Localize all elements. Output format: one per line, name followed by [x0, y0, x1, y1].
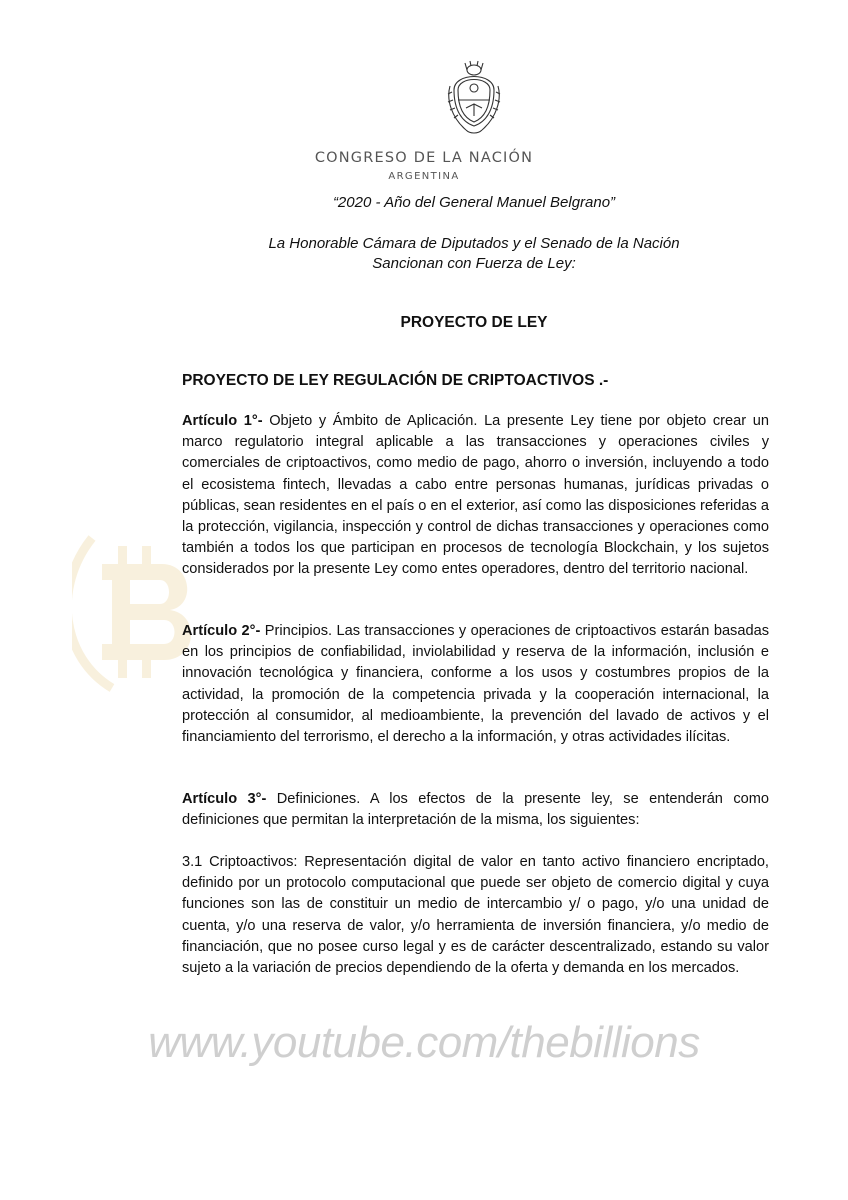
article-3-label: Artículo 3°- — [182, 791, 267, 807]
year-motto: “2020 - Año del General Manuel Belgrano” — [332, 194, 616, 211]
youtube-watermark: www.youtube.com/thebillions — [148, 1018, 700, 1067]
article-1 — [182, 411, 769, 581]
project-title: PROYECTO DE LEY — [400, 314, 548, 331]
article-2-label: Artículo 2°- — [182, 623, 261, 639]
article-2 — [182, 621, 769, 748]
preamble-line-1: La Honorable Cámara de Diputados y el Senado de la Nación — [268, 235, 680, 252]
article-1-label: Artículo 1°- — [182, 413, 263, 429]
coat-of-arms-icon — [444, 60, 504, 138]
bill-title: PROYECTO DE LEY REGULACIÓN DE CRIPTOACTIVOS .- — [182, 372, 609, 389]
definition-3-1: 3.1 Criptoactivos: Representación digital de valor en tanto activo financiero encriptado, definido por un protocolo computacional que puede ser objeto de comercio digital y cuya funciones son las de constituir un medio de intercambio y/ o pago, y/o una unidad de cuenta, y/o una reserva de valor, y/o herramienta de inversión financiera, y/o medio de financiación, que no posee curso legal y es de carácter descentralizado, estando su valor sujeto a la variación de precios dependiendo de la oferta y demanda en los mercados. — [182, 854, 769, 977]
preamble-line-2: Sancionan con Fuerza de Ley: — [372, 255, 576, 272]
article-1-text: Objeto y Ámbito de Aplicación. La presente Ley tiene por objeto crear un marco regulatorio integral aplicable a las transacciones y operaciones civiles y comerciales de criptoactivos, como medio de pago, ahorro o inversión, incluyendo a todo el ecosistema fintech, llevadas a cabo entre personas humanas, jurídicas privadas o públicas, sean residentes en el país o en el exterior, así como las disposiciones referidas a la protección, vigilancia, inspección y control de dichas transacciones y operaciones como también a todos los que participan en procesos de tecnología Blockchain, y los sujetos considerados por la presente Ley como entes operadores, dentro del territorio nacional. — [182, 413, 769, 578]
enactment-preamble — [0, 234, 848, 274]
country-name: ARGENTINA — [388, 171, 460, 182]
institution-name: CONGRESO DE LA NACIÓN — [314, 150, 534, 166]
article-3-text: Definiciones. A los efectos de la presente ley, se entenderán como definiciones que permitan la interpretación de la misma, los siguientes: — [182, 791, 770, 829]
article-2-text: Principios. Las transacciones y operaciones de criptoactivos estarán basadas en los principios de confiabilidad, inviolabilidad y reserva de la información, inclusión e innovación tecnológica y financiera, conforme a los usos y costumbres propios de la actividad, la promoción de la competencia privada y la cooperación internacional, la protección al consumidor, al medioambiente, la prevención del lavado de activos y el financiamiento del terrorismo, el derecho a la información, y otras actividades ilícitas. — [182, 623, 770, 746]
article-3 — [182, 789, 769, 831]
